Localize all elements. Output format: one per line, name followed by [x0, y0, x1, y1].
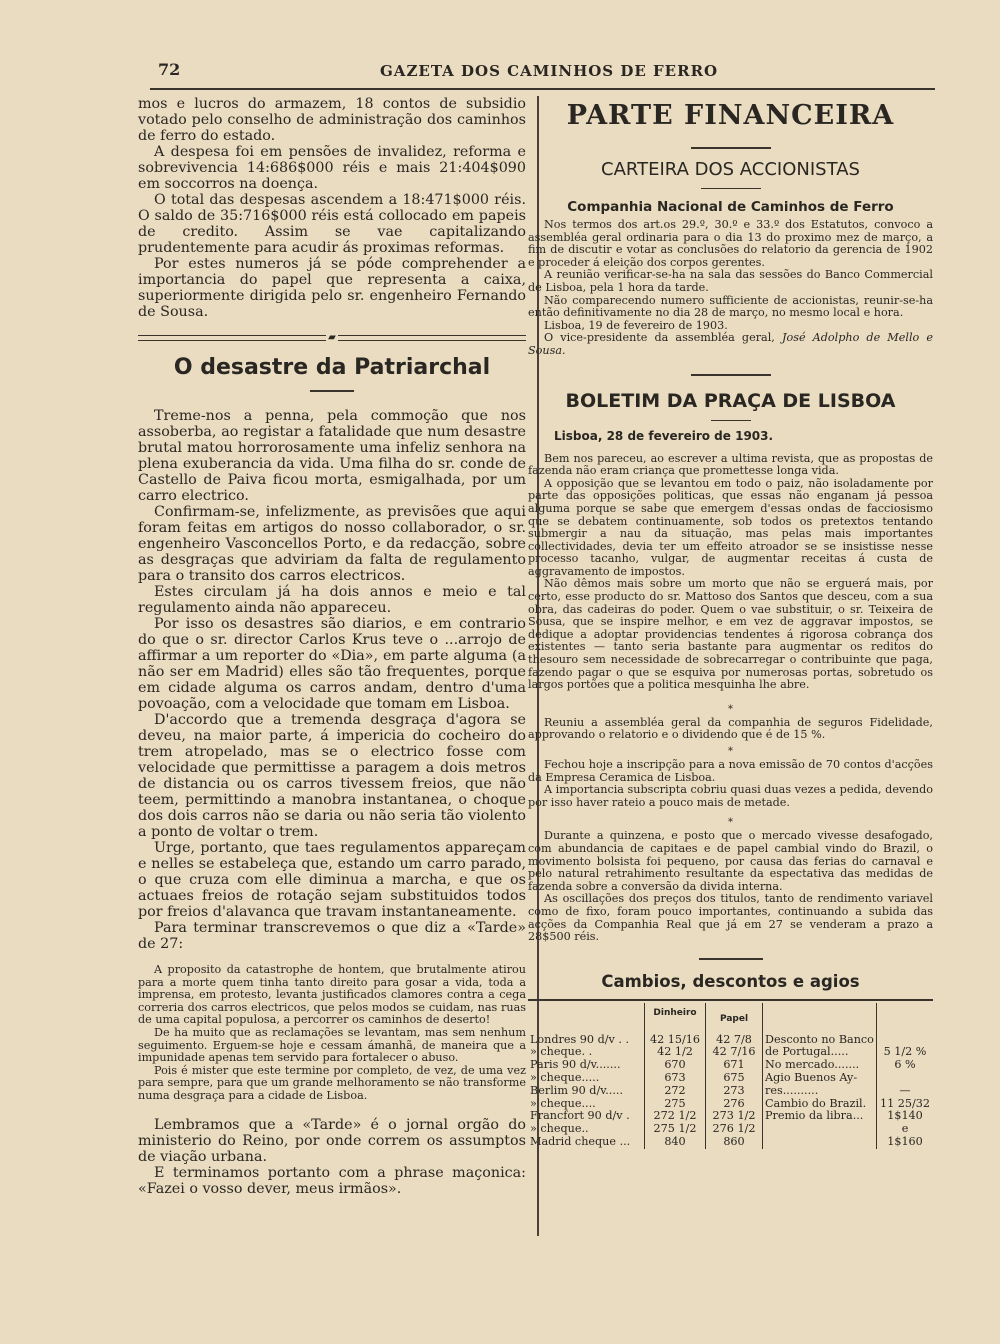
carteira-paragraph: A reunião verificar-se-ha na sala das sessões do Banco Commercial de Lisboa, pela 1 hora da tarde.	[528, 268, 933, 294]
agio-value: e	[877, 1123, 934, 1136]
section-star: *	[728, 817, 733, 829]
title-rule	[691, 147, 771, 149]
intro-paragraph: mos e lucros do armazem, 18 contos de subsidio votado pelo conselho de administração dos caminhos de ferro do estado.	[138, 96, 526, 144]
title-rule	[310, 390, 354, 392]
agio-label: Agio Buenos Ay-	[763, 1072, 877, 1085]
rate-papel: 42 7/16	[706, 1046, 763, 1059]
cambios-table-wrap	[528, 999, 933, 1149]
quote-paragraph: De ha muito que as reclamações se levantam, mas sem nenhum seguimento. Erguem-se hoje e cessam ámanhã, de maneira que a impunidade apenas tem servido para fortalecer o abuso.	[138, 1025, 526, 1065]
boletim-paragraph: Bem nos pareceu, ao escrever a ultima revista, que as propostas de fazenda não eram criança que promettesse longa vida.	[528, 451, 933, 478]
boletim-date: Lisboa, 28 de fevereiro de 1903.	[554, 428, 774, 443]
article-paragraph: Urge, portanto, que taes regulamentos appareçam e nelles se estabeleça que, estando um carro parado, o que cruza com elle diminua a marcha, e que os actuaes freios de rotação sejam substituidos todos por freios d'alavanca que travam instantaneamente.	[138, 840, 526, 920]
agio-value: 5 1/2 %	[877, 1046, 934, 1059]
quinzena-paragraph: Durante a quinzena, e posto que o mercado vivesse desafogado, com abundancia de capitaes e de papel cambial vindo do Brazil, o movimento bolsista foi pequeno, por causa das ferias do carnaval e pelo natural retrahimento resultante da espectativa das medidas de fazenda sobre a conversão da divida interna.	[528, 829, 933, 893]
intro-paragraph: A despesa foi em pensões de invalidez, reforma e sobrevivencia 14:686$000 réis e mais 21:404$090 em soccorros na doença.	[138, 144, 526, 192]
carteira-title: CARTEIRA DOS ACCIONISTAS	[601, 159, 860, 180]
agio-value	[877, 1072, 934, 1085]
agio-label: Desconto no Banco	[763, 1034, 877, 1047]
table-row	[528, 1123, 933, 1136]
table-row	[528, 1136, 933, 1149]
rate-dinheiro: 42 15/16	[645, 1034, 706, 1047]
agio-label: res..........	[763, 1085, 877, 1098]
title-rule	[711, 420, 751, 421]
right-column	[528, 96, 933, 1149]
ornament-icon: ▰	[328, 332, 336, 343]
cambios-rows	[528, 1034, 933, 1149]
signature-line	[528, 332, 933, 357]
carteira-paragraph: Nos termos dos art.os 29.º, 30.º e 33.º dos Estatutos, convoco a assembléa geral ordinaria para o dia 13 do proximo mez de março, a fim de discutir e votar as conclusões do relatorio da gerencia de 1902 e proceder á eleição dos corpos gerentes.	[528, 218, 933, 269]
page-number: 72	[158, 60, 181, 79]
financial-section-title: PARTE FINANCEIRA	[566, 100, 895, 131]
agio-value: 11 25/32	[877, 1098, 934, 1111]
boletim-paragraph: Não dêmos mais sobre um morto que não se erguerá mais, por certo, esse producto do sr. Mattoso dos Santos que desceu, com a sua obra, das cadeiras do poder. Quem o vae substituir, o sr. Teixeira de Sousa, que se inspire melhor, e em vez de aggravar impostos, se dedique a adoptar providencias tendentes á rigorosa cobrança dos existentes — tanto seria bastante para augmentar os reditos do thesouro sem necessidade de sobrecarregar o contribuinte que paga, fazendo pagar o que se esquiva por numerosas portas, sobretudo os largos portões que a politica mesquinha lhe abre.	[528, 577, 933, 692]
rate-dinheiro: 272	[645, 1085, 706, 1098]
rate-label: Paris 90 d/v.......	[530, 1058, 621, 1072]
rate-label: Londres 90 d/v . .	[530, 1032, 630, 1046]
cambios-title: Cambios, descontos e agios	[601, 971, 860, 991]
fidelidade-note: Reuniu a assembléa geral da companhia de seguros Fidelidade, approvando o relatorio e o dividendo que é de 15 %.	[528, 715, 933, 742]
rate-papel: 860	[706, 1136, 763, 1149]
rate-dinheiro: 42 1/2	[645, 1046, 706, 1059]
signature-prefix: O vice-presidente da assembléa geral,	[544, 331, 775, 345]
rate-dinheiro: 670	[645, 1059, 706, 1072]
ceramica-note: Fechou hoje a inscripção para a nova emissão de 70 contos d'acções da Empresa Ceramica de Lisboa.	[528, 758, 933, 784]
rate-papel: 273 1/2	[706, 1110, 763, 1123]
boletim-paragraph: A opposição que se levantou em todo o paiz, não isoladamente por parte das opposições politicas, que essas não enganam já pessoa alguma porque se sabe que emergem d'essas ondas de facciosismo que se debatem continuamente, sob todos os pretextos tentando submergir a nau da situação, mas pelas mais importantes collectividades, devia ter um effeito atroador se se insistisse nesse processo tacanho, vulgar, de augmentar receitas á custa de aggravamento de impostos.	[528, 476, 933, 578]
carteira-paragraph: Não comparecendo numero sufficiente de accionistas, reunir-se-ha então definitivamente no dia 28 de março, no mesmo local e hora.	[528, 293, 933, 320]
article-title: O desastre da Patriarchal	[173, 355, 491, 380]
cambios-table	[528, 1003, 933, 1034]
table-row	[528, 1059, 933, 1072]
article-paragraph: Por isso os desastres são diarios, e em contrario do que o sr. director Carlos Krus teve o ...arrojo de affirmar a um reporter do «Dia», em parte alguma (a não ser em Madrid) elles são tão frequentes, porque em cidade alguma os carros andam, dentro d'uma povoação, com a velocidade que tomam em Lisboa.	[138, 616, 526, 712]
rate-dinheiro: 275 1/2	[645, 1123, 706, 1136]
title-rule	[701, 188, 761, 189]
journal-title: GAZETA DOS CAMINHOS DE FERRO	[380, 62, 719, 80]
col-header-dinheiro: Dinheiro	[645, 1003, 706, 1026]
rate-dinheiro: 840	[645, 1136, 706, 1149]
table-row	[528, 1085, 933, 1098]
carteira-paragraph: Lisboa, 19 de fevereiro de 1903.	[544, 318, 728, 332]
rate-label: » cheque. .	[530, 1045, 593, 1059]
intro-paragraph: Por estes numeros já se póde comprehender a importancia do papel que representa a caixa, superiormente dirigida pelo sr. engenheiro Fernando de Sousa.	[138, 256, 526, 320]
col-header-papel: Papel	[706, 1003, 763, 1026]
agio-value: 1$140	[877, 1110, 934, 1123]
section-rule	[691, 374, 771, 376]
agio-label	[763, 1123, 877, 1136]
quotation-block	[138, 964, 526, 1103]
boletim-title: BOLETIM DA PRAÇA DE LISBOA	[565, 389, 896, 412]
rate-papel: 42 7/8	[706, 1034, 763, 1047]
agio-label: No mercado.......	[763, 1059, 877, 1072]
table-row	[528, 1072, 933, 1085]
section-star: *	[728, 703, 733, 715]
left-column	[138, 96, 526, 1197]
rate-papel: 671	[706, 1059, 763, 1072]
page-header	[150, 56, 935, 90]
rate-label: » cheque.....	[530, 1070, 600, 1084]
article-paragraph: Confirmam-se, infelizmente, as previsões que aqui foram feitas em artigos do nosso collaborador, o sr. engenheiro Vasconcellos Porto, e da redacção, sobre as desgraças que adviriam da falta de regulamento para o transito dos carros electricos.	[138, 504, 526, 584]
rate-papel: 273	[706, 1085, 763, 1098]
agio-label: Cambio do Brazil.	[763, 1098, 877, 1111]
rate-papel: 276 1/2	[706, 1123, 763, 1136]
rate-label: Madrid cheque ...	[530, 1134, 631, 1148]
ceramica-note: A importancia subscripta cobriu quasi duas vezes a pedida, devendo por isso haver rateio a pouco mais de metade.	[528, 783, 933, 809]
rate-label: Berlim 90 d/v.....	[530, 1083, 624, 1097]
article-paragraph: Treme-nos a penna, pela commoção que nos assoberba, ao registar a fatalidade que num desastre brutal matou horrorosamente uma infeliz senhora na plena exuberancia da vida. Uma filha do sr. conde de Castello de Paiva ficou morta, esmigalhada, por um carro electrico.	[138, 408, 526, 504]
signature-name: José Adolpho de Mello e Sousa.	[528, 331, 933, 357]
table-header-row	[528, 1003, 933, 1026]
article-paragraph: D'accordo que a tremenda desgraça d'agora se deveu, na maior parte, á impericia do cocheiro do trem atropelado, mas se o electrico fosse com velocidade que permittisse a paragem a dois metros de distancia ou os carros tivessem freios, que não teem, permittindo a manobra instantanea, o choque dos dois carros não se daria ou não seria tão violento a ponto de voltar o trem.	[138, 712, 526, 840]
agio-value: —	[877, 1085, 934, 1098]
company-name: Companhia Nacional de Caminhos de Ferro	[567, 199, 894, 215]
agio-value: 6 %	[877, 1059, 934, 1072]
intro-paragraph: O total das despesas ascendem a 18:471$000 réis. O saldo de 35:716$000 réis está collocado em papeis de credito. Assim se vae capitalizando prudentemente para acudir ás proximas reformas.	[138, 192, 526, 256]
rate-dinheiro: 275	[645, 1098, 706, 1111]
article-paragraph: Para terminar transcrevemos o que diz a «Tarde» de 27:	[138, 920, 526, 952]
rate-label: » cheque....	[530, 1096, 596, 1110]
quote-paragraph: Pois é mister que este termine por completo, de vez, de uma vez para sempre, para que um grande melhoramento se não transforme numa desgraça para a cidade de Lisboa.	[138, 1063, 526, 1102]
agio-value: 1$160	[877, 1136, 934, 1149]
section-star: *	[728, 746, 733, 757]
rate-papel: 276	[706, 1098, 763, 1111]
rate-label: Francfort 90 d/v .	[530, 1109, 630, 1123]
closing-paragraph: Lembramos que a «Tarde» é o jornal orgão do ministerio do Reino, por onde correm os assumptos de viação urbana.	[138, 1116, 526, 1165]
section-rule	[699, 958, 763, 960]
closing-paragraph: E terminamos portanto com a phrase maçonica: «Fazei o vosso dever, meus irmãos».	[138, 1164, 526, 1197]
rate-dinheiro: 673	[645, 1072, 706, 1085]
rate-label: » cheque..	[530, 1122, 589, 1136]
rate-dinheiro: 272 1/2	[645, 1110, 706, 1123]
rate-papel: 675	[706, 1072, 763, 1085]
agio-label: de Portugal.....	[763, 1046, 877, 1059]
article-paragraph: Estes circulam já ha dois annos e meio e tal regulamento ainda não appareceu.	[138, 584, 526, 616]
ornamental-rule	[138, 332, 526, 343]
quote-paragraph: A proposito da catastrophe de hontem, que brutalmente atirou para a morte quem tinha tanto direito para gosar a vida, toda a imprensa, em protesto, levanta justificados clamores contra a cega correria dos carros electricos, que pelos modos se cuidam, nas ruas de uma capital populosa, a percorrer os caminhos de deserto!	[138, 963, 526, 1027]
agio-label: Premio da libra...	[763, 1110, 877, 1123]
agio-label	[763, 1136, 877, 1149]
quinzena-paragraph: As oscillações dos preços dos titulos, tanto de rendimento variavel como de fixo, foram pouco importantes, continuando a subida das acções da Companhia Real que já em 27 se venderam a prazo a 28$500 réis.	[528, 892, 933, 944]
